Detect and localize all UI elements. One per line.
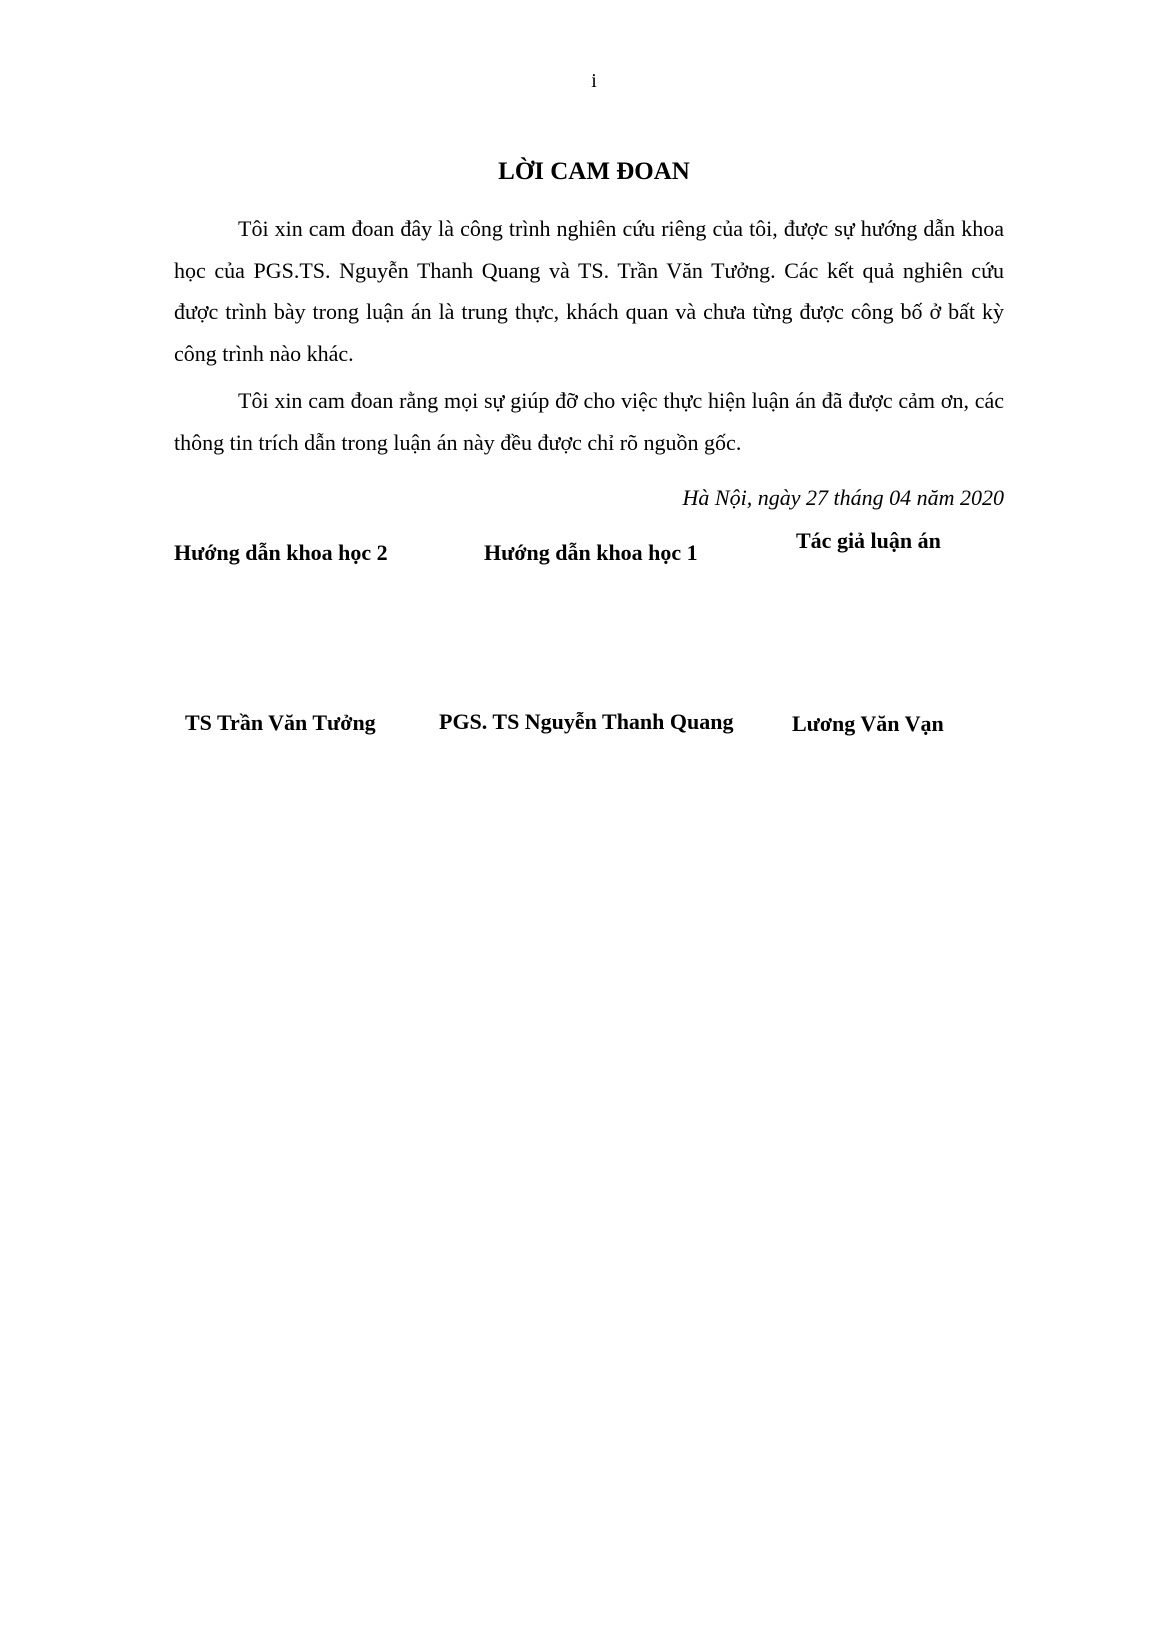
signature-name-advisor-1: PGS. TS Nguyễn Thanh Quang <box>439 709 734 734</box>
date-line: Hà Nội, ngày 27 tháng 04 năm 2020 <box>682 485 1004 510</box>
paragraph: Tôi xin cam đoan đây là công trình nghiên cứu riêng của tôi, được sự hướng dẫn khoa học của PGS.TS. Nguyễn Thanh Quang và TS. Trần Văn Tưởng. Các kết quả nghiên cứu được trình bày trong luận án là trung thực, khách quan và chưa từng được công bố ở bất kỳ công trình nào khác. <box>174 216 1004 366</box>
signature-heading-author: Tác giả luận án <box>796 528 941 553</box>
signature-heading-advisor-2: Hướng dẫn khoa học 2 <box>174 540 388 565</box>
signature-name-advisor-2: TS Trần Văn Tưởng <box>185 710 376 735</box>
page-number: i <box>591 70 597 92</box>
signature-heading-advisor-1: Hướng dẫn khoa học 1 <box>484 540 698 565</box>
declaration-body <box>174 208 1004 469</box>
page-title: LỜI CAM ĐOAN <box>498 158 690 185</box>
signature-name-author: Lương Văn Vạn <box>792 711 944 736</box>
paragraph: Tôi xin cam đoan rằng mọi sự giúp đỡ cho việc thực hiện luận án đã được cảm ơn, các thông tin trích dẫn trong luận án này đều được chỉ rõ nguồn gốc. <box>174 388 1004 455</box>
